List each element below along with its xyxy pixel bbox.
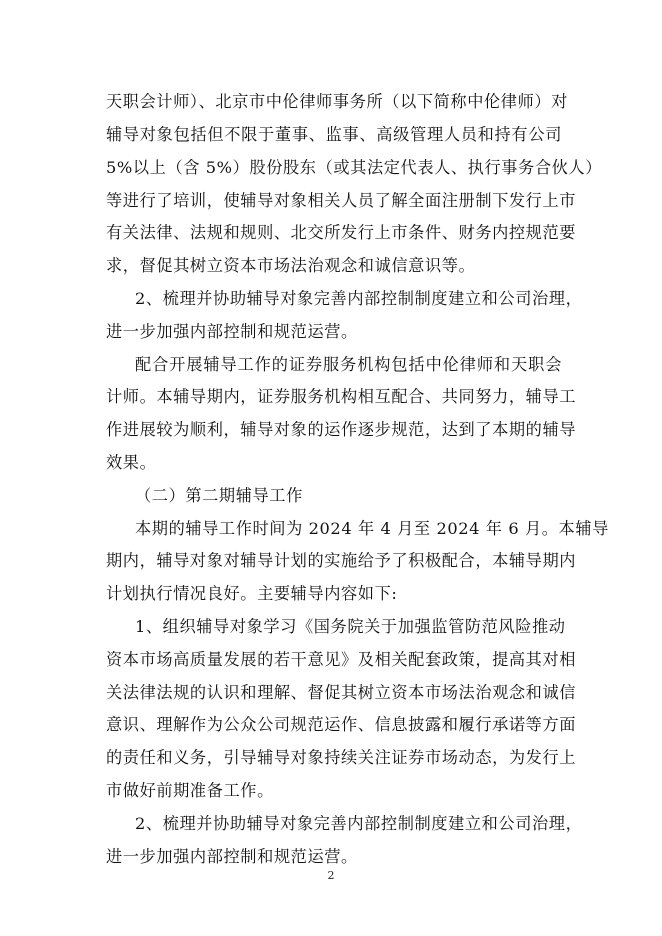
text-line-3: 5%以上（含 5%）股份股东（或其法定代表人、执行事务合伙人） [106, 158, 602, 177]
text-line-24: 进一步加强内部控制和规范运营。 [106, 847, 358, 866]
text-line-16: 计划执行情况良好。主要辅导内容如下: [106, 584, 398, 603]
text-line-22: 市做好前期准备工作。 [106, 781, 274, 800]
text-line-15: 期内，辅导对象对辅导计划的实施给予了积极配合，本辅导期内 [106, 551, 577, 570]
text-line-12: 效果。 [106, 453, 157, 472]
text-line-17: 1、组织辅导对象学习《国务院关于加强监管防范风险推动 [135, 617, 566, 636]
text-line-18: 资本市场高质量发展的若干意见》及相关配套政策，提高其对相 [106, 650, 577, 669]
text-line-9: 配合开展辅导工作的证券服务机构包括中伦律师和天职会 [135, 355, 562, 374]
text-line-20: 意识、理解作为公众公司规范运作、信息披露和履行承诺等方面 [106, 715, 577, 734]
page-number: 2 [327, 869, 335, 882]
section-heading: （二）第二期辅导工作 [135, 486, 303, 505]
text-line-23: 2、梳理并协助辅导对象完善内部控制制度建立和公司治理， [135, 814, 583, 833]
text-line-14: 本期的辅导工作时间为 2024 年 4 月至 2024 年 6 月。本辅导 [135, 519, 609, 538]
text-line-10: 计师。本辅导期内，证券服务机构相互配合、共同努力，辅导工 [106, 387, 577, 406]
text-line-6: 求，督促其树立资本市场法治观念和诚信意识等。 [106, 256, 476, 275]
text-line-4: 等进行了培训，使辅导对象相关人员了解全面注册制下发行上市 [106, 191, 577, 210]
text-line-8: 进一步加强内部控制和规范运营。 [106, 322, 358, 341]
text-line-19: 关法律法规的认识和理解、督促其树立资本市场法治观念和诚信 [106, 683, 577, 702]
text-line-7: 2、梳理并协助辅导对象完善内部控制制度建立和公司治理， [135, 289, 583, 308]
text-line-2: 辅导对象包括但不限于董事、监事、高级管理人员和持有公司 [106, 125, 562, 144]
text-line-5: 有关法律、法规和规则、北交所发行上市条件、财务内控规范要 [106, 223, 577, 242]
text-line-11: 作进展较为顺利，辅导对象的运作逐步规范，达到了本期的辅导 [106, 420, 577, 439]
text-line-1: 天职会计师）、北京市中伦律师事务所（以下简称中伦律师）对 [106, 92, 568, 111]
text-line-21: 的责任和义务，引导辅导对象持续关注证券市场动态，为发行上 [106, 748, 577, 767]
